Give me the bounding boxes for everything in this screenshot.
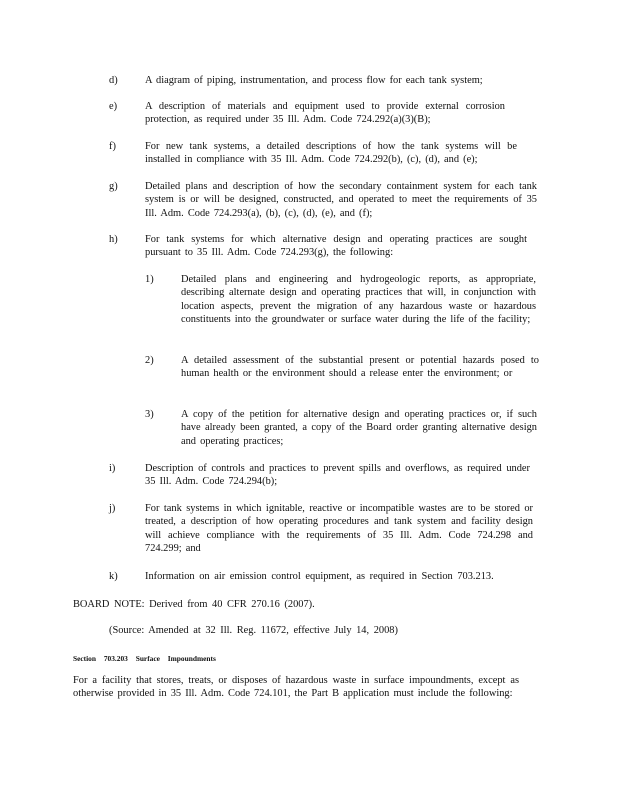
board-note: BOARD NOTE: Derived from 40 CFR 270.16 (2007). [73, 599, 315, 610]
subitem-label-1: 1) [145, 274, 154, 285]
item-label-i: i) [109, 463, 116, 474]
item-label-f: f) [109, 141, 116, 152]
source-note: (Source: Amended at 32 Ill. Reg. 11672, effective July 14, 2008) [109, 625, 398, 636]
item-text-e: A description of materials and equipment used to provide external corrosion protection, as required under 35 Ill. Adm. Code 724.292(a)(3)(B); [145, 101, 505, 126]
subitem-text-2: A detailed assessment of the substantial present or potential hazards posed to human health or the environment should a release enter the environment; or [181, 355, 539, 380]
item-label-g: g) [109, 181, 118, 192]
subitem-label-2: 2) [145, 355, 154, 366]
subitem-text-3: A copy of the petition for alternative design and operating practices or, if such have already been granted, a copy of the Board order granting alternative design and operating practices; [181, 409, 537, 447]
item-text-k: Information on air emission control equipment, as required in Section 703.213. [145, 571, 494, 582]
subitem-text-1: Detailed plans and engineering and hydrogeologic reports, as appropriate, describing alternate design and operating practices that will, in conjunction with location aspects, prevent the migration of any hazardous waste or hazardous constituents into the groundwater or surface water during the life of the facility; [181, 274, 536, 326]
item-label-d: d) [109, 75, 118, 86]
item-text-d: A diagram of piping, instrumentation, and process flow for each tank system; [145, 75, 483, 86]
item-label-e: e) [109, 101, 118, 112]
section-body-paragraph: For a facility that stores, treats, or disposes of hazardous waste in surface impoundments, except as otherwise provided in 35 Ill. Adm. Code 724.101, the Part B application must include the following: [73, 675, 519, 700]
item-text-h: For tank systems for which alternative design and operating practices are sought pursuant to 35 Ill. Adm. Code 724.293(g), the following: [145, 234, 527, 259]
item-label-j: j) [109, 503, 116, 514]
item-label-h: h) [109, 234, 118, 245]
item-text-i: Description of controls and practices to prevent spills and overflows, as required under 35 Ill. Adm. Code 724.294(b); [145, 463, 530, 488]
item-text-j: For tank systems in which ignitable, reactive or incompatible wastes are to be stored or treated, a description of how operating procedures and tank system and facility design will achieve compliance with the requirements of 35 Ill. Adm. Code 724.298 and 724.299; and [145, 503, 533, 555]
item-label-k: k) [109, 571, 118, 582]
subitem-label-3: 3) [145, 409, 154, 420]
item-text-g: Detailed plans and description of how the secondary containment system for each tank system is or will be designed, constructed, and operated to meet the requirements of 35 Ill. Adm. Code 724.293(a), (b), (c), (d), (e), and (f); [145, 181, 537, 219]
section-heading: Section 703.203 Surface Impoundments [73, 654, 216, 663]
item-text-f: For new tank systems, a detailed descriptions of how the tank systems will be installed in compliance with 35 Ill. Adm. Code 724.292(b), (c), (d), and (e); [145, 141, 517, 166]
